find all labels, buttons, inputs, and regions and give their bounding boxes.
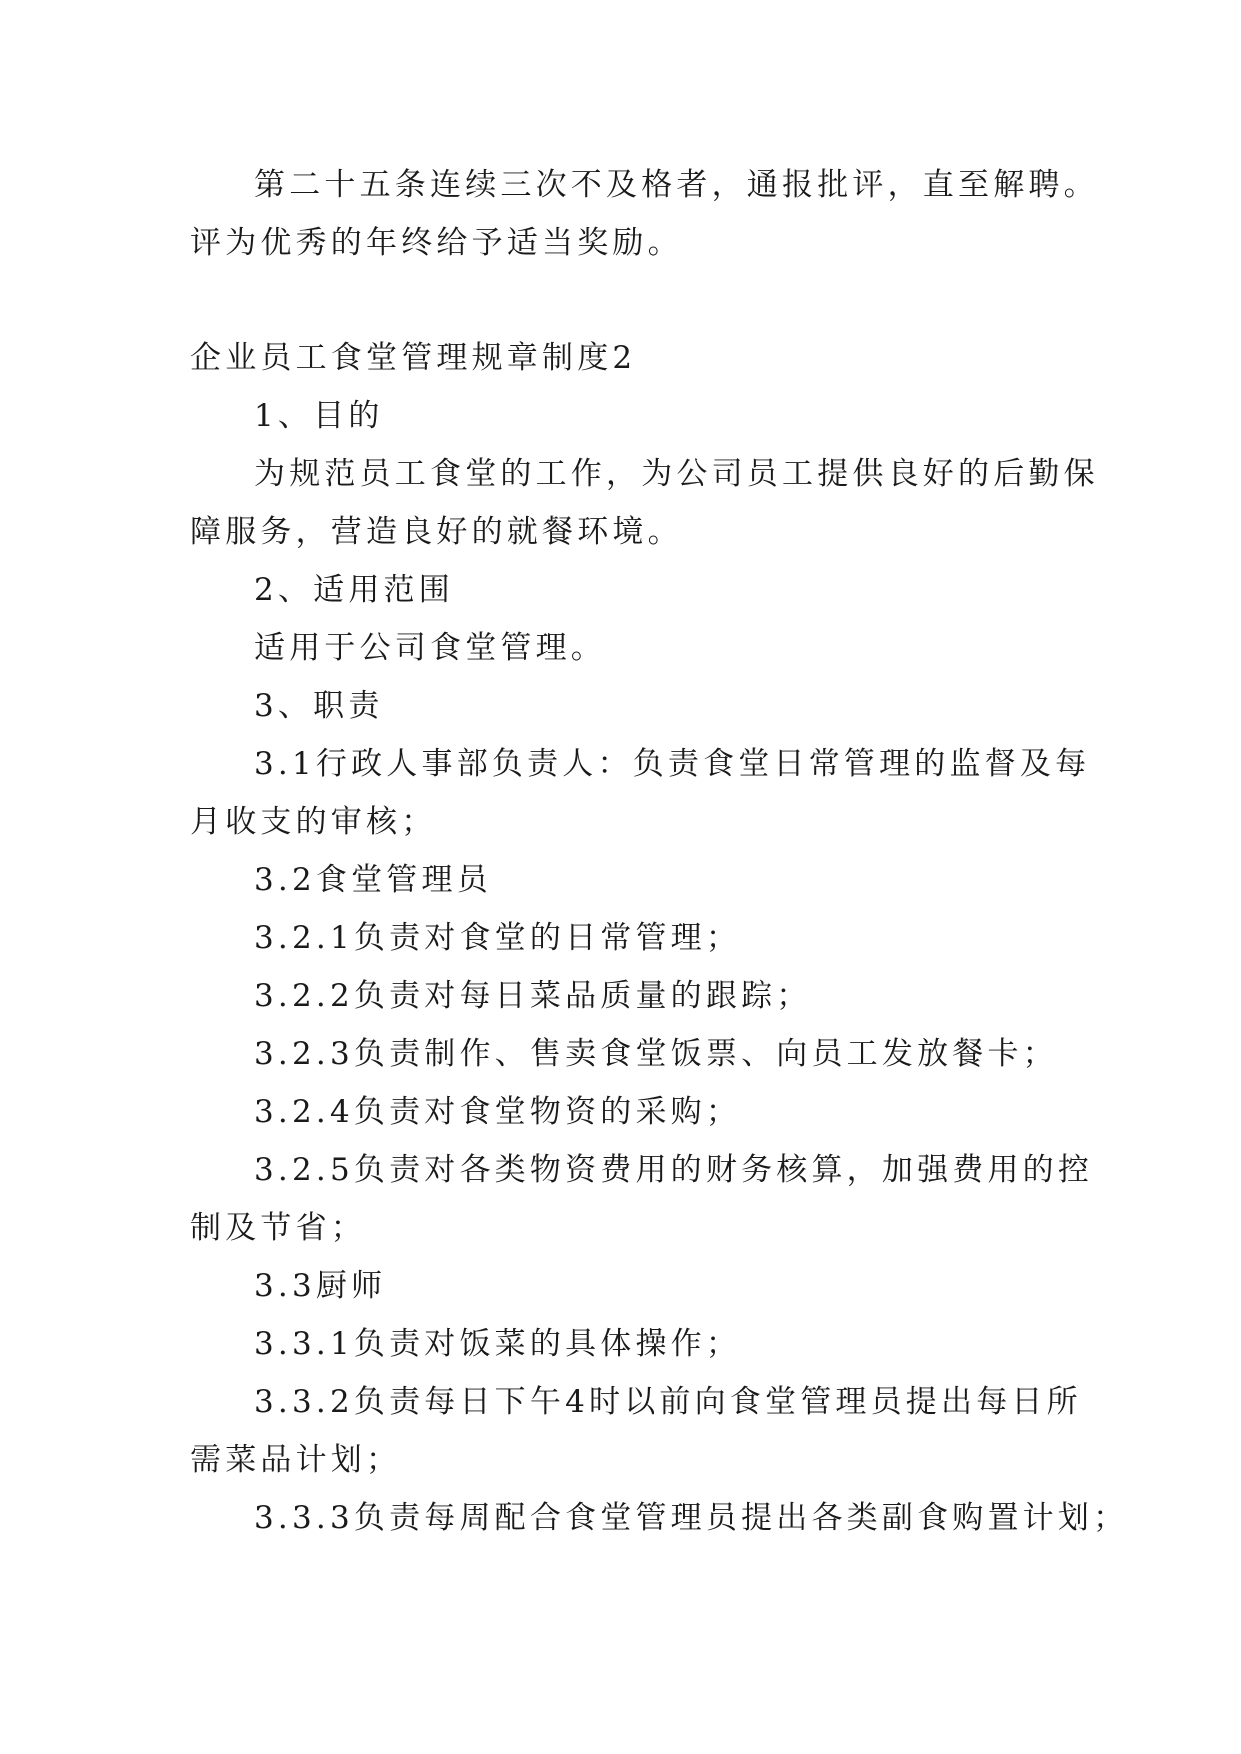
heading-purpose: 1、目的 — [254, 398, 384, 434]
list-item: 3.1行政人事部负责人：负责食堂日常管理的监督及每 — [254, 746, 1091, 782]
list-item: 3.3.2负责每日下午4时以前向食堂管理员提出每日所 — [254, 1384, 1082, 1420]
list-item: 3.2.1负责对食堂的日常管理； — [254, 920, 742, 956]
paragraph-line: 需菜品计划； — [190, 1442, 402, 1478]
list-item: 3.3.3负责每周配合食堂管理员提出各类副食购置计划； — [254, 1500, 1129, 1536]
section-title: 企业员工食堂管理规章制度2 — [190, 340, 637, 376]
paragraph-line: 为规范员工食堂的工作，为公司员工提供良好的后勤保 — [254, 456, 1099, 492]
list-item: 3.2.5负责对各类物资费用的财务核算，加强费用的控 — [254, 1152, 1094, 1188]
paragraph-line: 评为优秀的年终给予适当奖励。 — [190, 225, 683, 261]
list-item: 3.3厨师 — [254, 1268, 387, 1304]
list-item: 3.2食堂管理员 — [254, 862, 492, 898]
list-item: 3.2.4负责对食堂物资的采购； — [254, 1094, 742, 1130]
paragraph-line: 适用于公司食堂管理。 — [254, 630, 606, 666]
paragraph-line: 月收支的审核； — [190, 804, 437, 840]
heading-scope: 2、适用范围 — [254, 572, 454, 608]
list-item: 3.2.2负责对每日菜品质量的跟踪； — [254, 978, 812, 1014]
list-item: 3.3.1负责对饭菜的具体操作； — [254, 1326, 742, 1362]
heading-duties: 3、职责 — [254, 688, 384, 724]
paragraph-line: 制及节省； — [190, 1210, 366, 1246]
paragraph-line: 障服务，营造良好的就餐环境。 — [190, 514, 683, 550]
paragraph-line: 第二十五条连续三次不及格者，通报批评，直至解聘。 — [254, 167, 1099, 203]
list-item: 3.2.3负责制作、售卖食堂饭票、向员工发放餐卡； — [254, 1036, 1058, 1072]
